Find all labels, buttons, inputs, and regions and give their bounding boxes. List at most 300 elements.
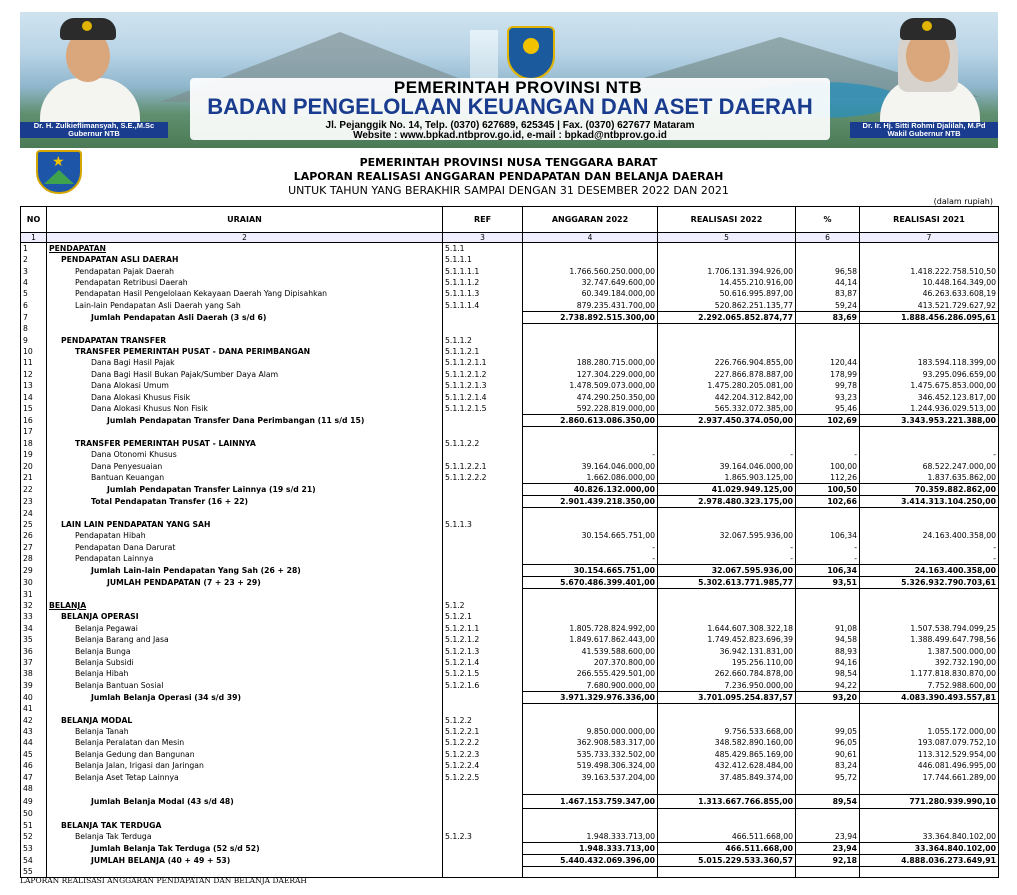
row-anggaran-2022: 1.662.086.000,00: [523, 472, 658, 484]
table-row: [21, 519, 999, 530]
row-number: 34: [21, 623, 47, 634]
row-ref: 5.1.1.1.1: [443, 265, 523, 276]
row-anggaran-2022: 127.304.229.000,00: [523, 369, 658, 380]
row-number: 28: [21, 553, 47, 565]
row-anggaran-2022: [523, 426, 658, 437]
row-description: Belanja Hibah: [47, 668, 443, 679]
row-percent: 83,24: [796, 760, 860, 771]
row-realisasi-2022: [658, 254, 796, 265]
row-description: [47, 507, 443, 518]
row-percent: [796, 254, 860, 265]
row-anggaran-2022: [523, 507, 658, 518]
row-realisasi-2022: 432.412.628.484,00: [658, 760, 796, 771]
row-description: [47, 808, 443, 819]
row-realisasi-2021: [860, 346, 999, 357]
row-ref: [443, 820, 523, 831]
row-realisasi-2022: 262.660.784.878,00: [658, 668, 796, 679]
row-anggaran-2022: 1.849.617.862.443,00: [523, 634, 658, 645]
row-realisasi-2021: 3.343.953.221.388,00: [860, 414, 999, 426]
row-number: 10: [21, 346, 47, 357]
row-percent: [796, 507, 860, 518]
row-ref: 5.1.1.1.3: [443, 288, 523, 299]
row-anggaran-2022: 266.555.429.501,00: [523, 668, 658, 679]
row-description: Belanja Peralatan dan Mesin: [47, 737, 443, 748]
row-ref: 5.1.1: [443, 243, 523, 255]
row-anggaran-2022: 41.539.588.600,00: [523, 645, 658, 656]
row-anggaran-2022: [523, 600, 658, 611]
row-number: 14: [21, 391, 47, 402]
row-percent: 89,54: [796, 794, 860, 808]
row-realisasi-2022: [658, 600, 796, 611]
row-description: PENDAPATAN ASLI DAERAH: [47, 254, 443, 265]
table-row: [21, 426, 999, 437]
row-anggaran-2022: 9.850.000.000,00: [523, 726, 658, 737]
row-ref: 5.1.2.1: [443, 611, 523, 622]
row-realisasi-2022: 466.511.668,00: [658, 842, 796, 854]
row-number: 42: [21, 714, 47, 725]
row-description: TRANSFER PEMERINTAH PUSAT - LAINNYA: [47, 438, 443, 449]
row-ref: 5.1.2: [443, 600, 523, 611]
row-ref: 5.1.2.2.5: [443, 771, 523, 782]
table-row: [21, 265, 999, 276]
row-realisasi-2021: [860, 254, 999, 265]
col-index: 2: [47, 233, 443, 243]
row-description: Dana Bagi Hasil Pajak: [47, 357, 443, 368]
row-anggaran-2022: 1.467.153.759.347,00: [523, 794, 658, 808]
row-number: 52: [21, 831, 47, 843]
row-anggaran-2022: -: [523, 449, 658, 460]
row-realisasi-2021: [860, 426, 999, 437]
row-description: Belanja Pegawai: [47, 623, 443, 634]
row-number: 20: [21, 460, 47, 471]
row-realisasi-2021: 1.475.675.853.000,00: [860, 380, 999, 391]
row-percent: 83,69: [796, 311, 860, 323]
row-anggaran-2022: 207.370.800,00: [523, 657, 658, 668]
table-row: [21, 611, 999, 622]
table-row: [21, 334, 999, 345]
row-percent: 88,93: [796, 645, 860, 656]
col-header-no: NO: [21, 207, 47, 233]
row-percent: 112,26: [796, 472, 860, 484]
row-percent: 93,51: [796, 576, 860, 588]
row-ref: 5.1.2.2.1: [443, 726, 523, 737]
col-index: 4: [523, 233, 658, 243]
row-ref: 5.1.1.2.1.2: [443, 369, 523, 380]
row-number: 39: [21, 680, 47, 692]
row-anggaran-2022: 39.163.537.204,00: [523, 771, 658, 782]
row-percent: [796, 714, 860, 725]
budget-realization-table: [20, 206, 999, 878]
row-realisasi-2022: 485.429.865.169,00: [658, 749, 796, 760]
row-realisasi-2022: 39.164.046.000,00: [658, 460, 796, 471]
row-ref: [443, 323, 523, 334]
row-percent: 102,69: [796, 414, 860, 426]
row-number: 35: [21, 634, 47, 645]
row-description: Belanja Bunga: [47, 645, 443, 656]
row-description: [47, 426, 443, 437]
row-realisasi-2021: 346.452.123.817,00: [860, 391, 999, 402]
row-realisasi-2022: 565.332.072.385,00: [658, 403, 796, 415]
row-percent: [796, 323, 860, 334]
vice-governor-nameplate: [850, 122, 998, 138]
row-ref: [443, 311, 523, 323]
row-anggaran-2022: 40.826.132.000,00: [523, 483, 658, 495]
row-number: 49: [21, 794, 47, 808]
row-anggaran-2022: 1.805.728.824.992,00: [523, 623, 658, 634]
table-row: [21, 737, 999, 748]
row-number: 16: [21, 414, 47, 426]
row-ref: [443, 507, 523, 518]
row-number: 36: [21, 645, 47, 656]
row-number: 1: [21, 243, 47, 255]
row-anggaran-2022: [523, 346, 658, 357]
row-percent: [796, 334, 860, 345]
row-ref: 5.1.2.2.2: [443, 737, 523, 748]
banner-website: Website : www.bpkad.ntbprov.go.id, e-mail : bpkad@ntbprov.go.id: [353, 130, 667, 141]
row-ref: 5.1.1.1: [443, 254, 523, 265]
col-index: 5: [658, 233, 796, 243]
col-index: 6: [796, 233, 860, 243]
row-description: [47, 703, 443, 714]
row-anggaran-2022: [523, 243, 658, 255]
row-description: Jumlah Belanja Modal (43 s/d 48): [47, 794, 443, 808]
table-row: [21, 243, 999, 255]
row-anggaran-2022: 2.738.892.515.300,00: [523, 311, 658, 323]
row-anggaran-2022: [523, 254, 658, 265]
row-description: Lain-lain Pendapatan Asli Daerah yang Sah: [47, 300, 443, 312]
table-row: [21, 808, 999, 819]
row-realisasi-2021: [860, 334, 999, 345]
row-percent: 96,05: [796, 737, 860, 748]
row-description: [47, 588, 443, 599]
row-realisasi-2022: [658, 519, 796, 530]
row-ref: 5.1.1.2.1.4: [443, 391, 523, 402]
row-realisasi-2022: 2.292.065.852.874,77: [658, 311, 796, 323]
row-number: 22: [21, 483, 47, 495]
row-description: BELANJA MODAL: [47, 714, 443, 725]
row-realisasi-2021: [860, 507, 999, 518]
row-realisasi-2021: 10.448.164.349,00: [860, 277, 999, 288]
row-anggaran-2022: [523, 588, 658, 599]
table-row: [21, 357, 999, 368]
row-description: Jumlah Pendapatan Asli Daerah (3 s/d 6): [47, 311, 443, 323]
row-number: 18: [21, 438, 47, 449]
table-row: [21, 576, 999, 588]
col-index: 3: [443, 233, 523, 243]
row-percent: -: [796, 553, 860, 565]
table-row: [21, 323, 999, 334]
row-percent: 100,00: [796, 460, 860, 471]
row-realisasi-2021: 1.507.538.794.099,25: [860, 623, 999, 634]
table-row: [21, 760, 999, 771]
portrait-cap: [60, 18, 116, 40]
row-realisasi-2022: 7.236.950.000,00: [658, 680, 796, 692]
row-percent: [796, 519, 860, 530]
row-anggaran-2022: 30.154.665.751,00: [523, 564, 658, 576]
col-header-anggaran: ANGGARAN 2022: [523, 207, 658, 233]
row-description: JUMLAH BELANJA (40 + 49 + 53): [47, 854, 443, 866]
table-row: [21, 820, 999, 831]
row-percent: 83,87: [796, 288, 860, 299]
row-realisasi-2021: [860, 703, 999, 714]
row-realisasi-2022: [658, 243, 796, 255]
report-title-1: PEMERINTAH PROVINSI NUSA TENGGARA BARAT: [359, 156, 658, 169]
row-percent: [796, 783, 860, 794]
row-percent: [796, 808, 860, 819]
row-realisasi-2021: 392.732.190,00: [860, 657, 999, 668]
row-description: Pendapatan Hibah: [47, 530, 443, 541]
row-realisasi-2022: 2.978.480.323.175,00: [658, 495, 796, 507]
row-realisasi-2021: 1.177.818.830.870,00: [860, 668, 999, 679]
table-row: [21, 668, 999, 679]
row-number: 41: [21, 703, 47, 714]
row-realisasi-2021: 17.744.661.289,00: [860, 771, 999, 782]
row-number: 43: [21, 726, 47, 737]
row-realisasi-2021: 183.594.118.399,00: [860, 357, 999, 368]
row-anggaran-2022: 519.498.306.324,00: [523, 760, 658, 771]
row-percent: 94,16: [796, 657, 860, 668]
row-description: PENDAPATAN: [47, 243, 443, 255]
row-ref: 5.1.1.2: [443, 334, 523, 345]
row-realisasi-2022: 3.701.095.254.837,57: [658, 691, 796, 703]
row-anggaran-2022: -: [523, 542, 658, 553]
row-realisasi-2022: [658, 866, 796, 878]
row-anggaran-2022: -: [523, 553, 658, 565]
row-number: 9: [21, 334, 47, 345]
row-number: 6: [21, 300, 47, 312]
row-percent: 100,50: [796, 483, 860, 495]
row-description: Pendapatan Retribusi Daerah: [47, 277, 443, 288]
row-anggaran-2022: [523, 714, 658, 725]
row-percent: [796, 600, 860, 611]
row-anggaran-2022: 1.948.333.713,00: [523, 842, 658, 854]
row-ref: 5.1.1.2.1.5: [443, 403, 523, 415]
row-description: BELANJA TAK TERDUGA: [47, 820, 443, 831]
row-ref: 5.1.2.1.3: [443, 645, 523, 656]
row-anggaran-2022: [523, 820, 658, 831]
governor-role: Gubernur NTB: [68, 129, 120, 138]
row-anggaran-2022: [523, 323, 658, 334]
row-realisasi-2022: 1.749.452.823.696,39: [658, 634, 796, 645]
row-ref: [443, 842, 523, 854]
row-anggaran-2022: [523, 808, 658, 819]
row-description: Dana Otonomi Khusus: [47, 449, 443, 460]
row-description: Jumlah Lain-lain Pendapatan Yang Sah (26 + 28): [47, 564, 443, 576]
table-row: [21, 542, 999, 553]
governor-nameplate: [20, 122, 168, 138]
row-realisasi-2022: -: [658, 553, 796, 565]
table-row: [21, 391, 999, 402]
row-number: 32: [21, 600, 47, 611]
row-anggaran-2022: [523, 866, 658, 878]
row-realisasi-2022: [658, 808, 796, 819]
row-description: Dana Alokasi Umum: [47, 380, 443, 391]
row-realisasi-2022: 32.067.595.936,00: [658, 564, 796, 576]
row-anggaran-2022: 188.280.715.000,00: [523, 357, 658, 368]
portrait-cap: [900, 18, 956, 40]
portrait-body: [40, 78, 140, 124]
row-percent: 93,20: [796, 691, 860, 703]
row-description: Belanja Jalan, Irigasi dan Jaringan: [47, 760, 443, 771]
row-percent: [796, 243, 860, 255]
row-anggaran-2022: 1.478.509.073.000,00: [523, 380, 658, 391]
row-anggaran-2022: 535.733.332.502,00: [523, 749, 658, 760]
row-number: 2: [21, 254, 47, 265]
row-ref: [443, 794, 523, 808]
row-realisasi-2021: [860, 438, 999, 449]
row-number: 17: [21, 426, 47, 437]
row-realisasi-2022: 32.067.595.936,00: [658, 530, 796, 541]
col-index: 7: [860, 233, 999, 243]
row-realisasi-2021: 5.326.932.790.703,61: [860, 576, 999, 588]
row-percent: [796, 611, 860, 622]
report-title-3: UNTUK TAHUN YANG BERAKHIR SAMPAI DENGAN 31 DESEMBER 2022 DAN 2021: [288, 184, 729, 197]
row-percent: [796, 588, 860, 599]
row-anggaran-2022: 32.747.649.600,00: [523, 277, 658, 288]
governor-name: Dr. H. Zulkieflimansyah, S.E.,M.Sc: [33, 121, 155, 130]
row-realisasi-2021: [860, 323, 999, 334]
row-realisasi-2021: [860, 808, 999, 819]
row-number: 8: [21, 323, 47, 334]
table-row: [21, 507, 999, 518]
page-footer: LAPORAN REALISASI ANGGARAN PENDAPATAN DAN BELANJA DAERAH: [20, 876, 307, 885]
row-anggaran-2022: [523, 438, 658, 449]
row-realisasi-2021: 33.364.840.102,00: [860, 842, 999, 854]
row-number: 47: [21, 771, 47, 782]
row-number: 21: [21, 472, 47, 484]
row-description: Total Pendapatan Transfer (16 + 22): [47, 495, 443, 507]
row-realisasi-2021: -: [860, 449, 999, 460]
row-realisasi-2022: [658, 820, 796, 831]
row-number: 33: [21, 611, 47, 622]
row-number: 44: [21, 737, 47, 748]
row-realisasi-2022: 227.866.878.887,00: [658, 369, 796, 380]
row-realisasi-2022: 36.942.131.831,00: [658, 645, 796, 656]
row-realisasi-2021: [860, 519, 999, 530]
row-ref: 5.1.2.1.4: [443, 657, 523, 668]
row-number: 27: [21, 542, 47, 553]
row-realisasi-2021: 1.387.500.000,00: [860, 645, 999, 656]
table-row: [21, 600, 999, 611]
row-description: Belanja Tanah: [47, 726, 443, 737]
table-row: [21, 288, 999, 299]
row-realisasi-2021: -: [860, 542, 999, 553]
table-row: [21, 564, 999, 576]
row-percent: 106,34: [796, 564, 860, 576]
row-percent: [796, 820, 860, 831]
row-realisasi-2021: 7.752.988.600,00: [860, 680, 999, 692]
row-ref: [443, 426, 523, 437]
report-title-2: LAPORAN REALISASI ANGGARAN PENDAPATAN DAN BELANJA DAERAH: [293, 170, 724, 183]
row-percent: 99,78: [796, 380, 860, 391]
row-percent: [796, 426, 860, 437]
row-number: 55: [21, 866, 47, 878]
row-number: 40: [21, 691, 47, 703]
row-number: 53: [21, 842, 47, 854]
row-realisasi-2021: 413.521.729.627,92: [860, 300, 999, 312]
table-row: [21, 726, 999, 737]
table-row: [21, 588, 999, 599]
row-realisasi-2021: 68.522.247.000,00: [860, 460, 999, 471]
row-realisasi-2022: 5.015.229.533.360,57: [658, 854, 796, 866]
row-realisasi-2021: [860, 600, 999, 611]
row-description: Pendapatan Pajak Daerah: [47, 265, 443, 276]
row-ref: 5.1.2.1.2: [443, 634, 523, 645]
row-percent: 93,23: [796, 391, 860, 402]
row-percent: 59,24: [796, 300, 860, 312]
row-percent: [796, 703, 860, 714]
row-realisasi-2022: 1.644.607.308.322,18: [658, 623, 796, 634]
row-realisasi-2022: 1.865.903.125,00: [658, 472, 796, 484]
row-percent: 102,66: [796, 495, 860, 507]
table-row: [21, 714, 999, 725]
banner-address: Jl. Pejanggik No. 14, Telp. (0370) 627689, 625345 | Fax. (0370) 627677 Mataram: [325, 120, 695, 131]
row-percent: 178,99: [796, 369, 860, 380]
row-number: 48: [21, 783, 47, 794]
row-anggaran-2022: 2.860.613.086.350,00: [523, 414, 658, 426]
row-description: [47, 323, 443, 334]
row-realisasi-2022: [658, 507, 796, 518]
currency-unit-note: (dalam rupiah): [933, 197, 993, 206]
row-realisasi-2021: 771.280.939.990,10: [860, 794, 999, 808]
row-anggaran-2022: [523, 703, 658, 714]
row-description: TRANSFER PEMERINTAH PUSAT - DANA PERIMBANGAN: [47, 346, 443, 357]
row-anggaran-2022: [523, 783, 658, 794]
row-percent: 95,72: [796, 771, 860, 782]
row-number: 50: [21, 808, 47, 819]
table-row: [21, 703, 999, 714]
table-row: [21, 369, 999, 380]
col-header-realisasi-2021: REALISASI 2021: [860, 207, 999, 233]
row-ref: [443, 588, 523, 599]
row-ref: 5.1.1.2.2.1: [443, 460, 523, 471]
row-description: Pendapatan Hasil Pengelolaan Kekayaan Daerah Yang Dipisahkan: [47, 288, 443, 299]
vice-governor-role: Wakil Gubernur NTB: [887, 129, 961, 138]
row-realisasi-2021: 24.163.400.358,00: [860, 564, 999, 576]
row-realisasi-2022: 442.204.312.842,00: [658, 391, 796, 402]
row-realisasi-2022: 466.511.668,00: [658, 831, 796, 843]
col-index: 1: [21, 233, 47, 243]
row-number: 29: [21, 564, 47, 576]
row-realisasi-2021: 1.888.456.286.095,61: [860, 311, 999, 323]
row-number: 3: [21, 265, 47, 276]
row-ref: 5.1.2.2.4: [443, 760, 523, 771]
row-realisasi-2021: [860, 588, 999, 599]
row-realisasi-2021: 1.055.172.000,00: [860, 726, 999, 737]
table-row: [21, 403, 999, 415]
row-realisasi-2021: 1.244.936.029.513,00: [860, 403, 999, 415]
row-anggaran-2022: 1.766.560.250.000,00: [523, 265, 658, 276]
row-ref: 5.1.1.2.2.2: [443, 472, 523, 484]
row-description: Belanja Tak Terduga: [47, 831, 443, 843]
row-number: 12: [21, 369, 47, 380]
row-description: JUMLAH PENDAPATAN (7 + 23 + 29): [47, 576, 443, 588]
row-anggaran-2022: 5.440.432.069.396,00: [523, 854, 658, 866]
row-anggaran-2022: 592.228.819.000,00: [523, 403, 658, 415]
row-number: 24: [21, 507, 47, 518]
row-number: 19: [21, 449, 47, 460]
row-description: Jumlah Belanja Operasi (34 s/d 39): [47, 691, 443, 703]
row-realisasi-2022: 348.582.890.160,00: [658, 737, 796, 748]
row-percent: 99,05: [796, 726, 860, 737]
row-realisasi-2021: 446.081.496.995,00: [860, 760, 999, 771]
row-anggaran-2022: 879.235.431.700,00: [523, 300, 658, 312]
row-ref: [443, 866, 523, 878]
row-anggaran-2022: 3.971.329.976.336,00: [523, 691, 658, 703]
row-realisasi-2021: 46.263.633.608,19: [860, 288, 999, 299]
row-ref: [443, 783, 523, 794]
row-ref: 5.1.2.1.6: [443, 680, 523, 692]
